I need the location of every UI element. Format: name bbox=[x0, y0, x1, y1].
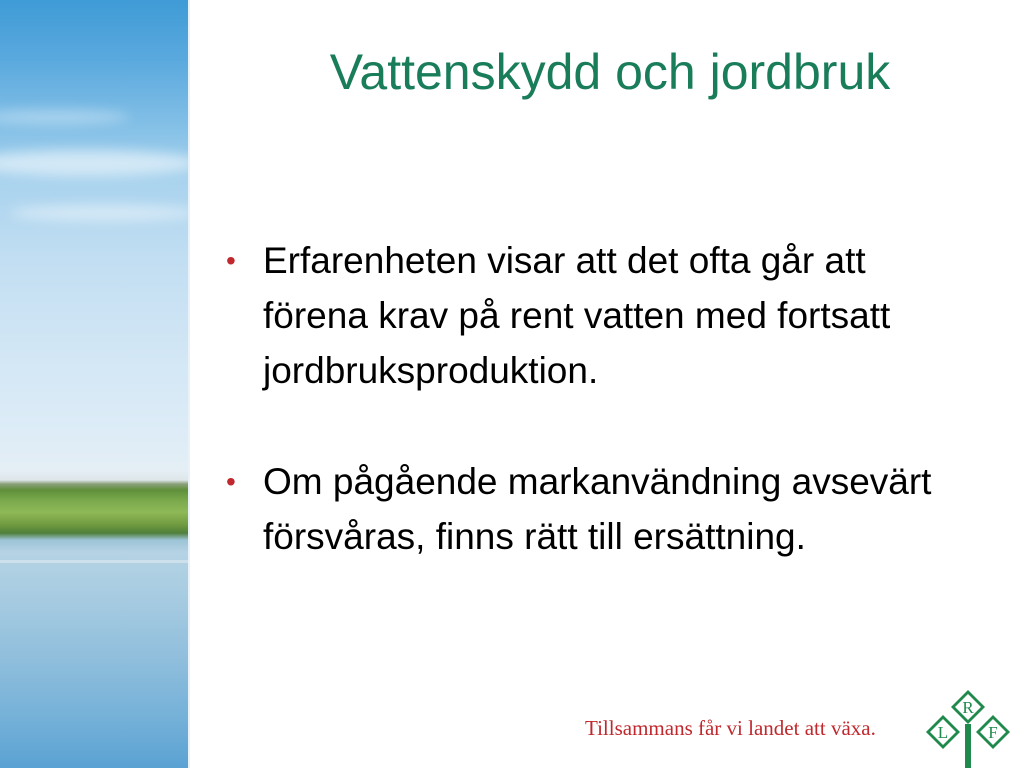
cloud bbox=[10, 205, 200, 221]
lrf-logo bbox=[924, 688, 1020, 768]
logo-letter-r: R bbox=[962, 698, 974, 717]
water-reflection bbox=[0, 560, 190, 563]
bullet-marker: • bbox=[226, 466, 236, 497]
cloud bbox=[0, 110, 130, 124]
landscape-photo-strip bbox=[0, 0, 190, 768]
bullet-item bbox=[226, 454, 966, 564]
logo-diamond-left bbox=[926, 715, 960, 749]
bullet-text: Erfarenheten visar att det ofta går att förena krav på rent vatten med fortsatt jordbruksproduktion. bbox=[263, 240, 891, 391]
bullet-marker: • bbox=[226, 245, 236, 276]
logo-diamond-right bbox=[976, 715, 1010, 749]
bullet-item bbox=[226, 233, 966, 398]
photo-strip-edge bbox=[188, 0, 190, 768]
cloud bbox=[0, 150, 200, 176]
bullet-list bbox=[226, 233, 966, 620]
footer-tagline: Tillsammans får vi landet att växa. bbox=[585, 716, 876, 740]
logo-diamond-top bbox=[951, 690, 985, 724]
logo-stem bbox=[965, 724, 971, 768]
slide-title: Vattenskydd och jordbruk bbox=[329, 44, 891, 100]
logo-letter-f: F bbox=[988, 723, 998, 742]
bullet-text: Om pågående markanvändning avsevärt försvåras, finns rätt till ersättning. bbox=[263, 461, 932, 557]
logo-letter-l: L bbox=[937, 723, 949, 742]
